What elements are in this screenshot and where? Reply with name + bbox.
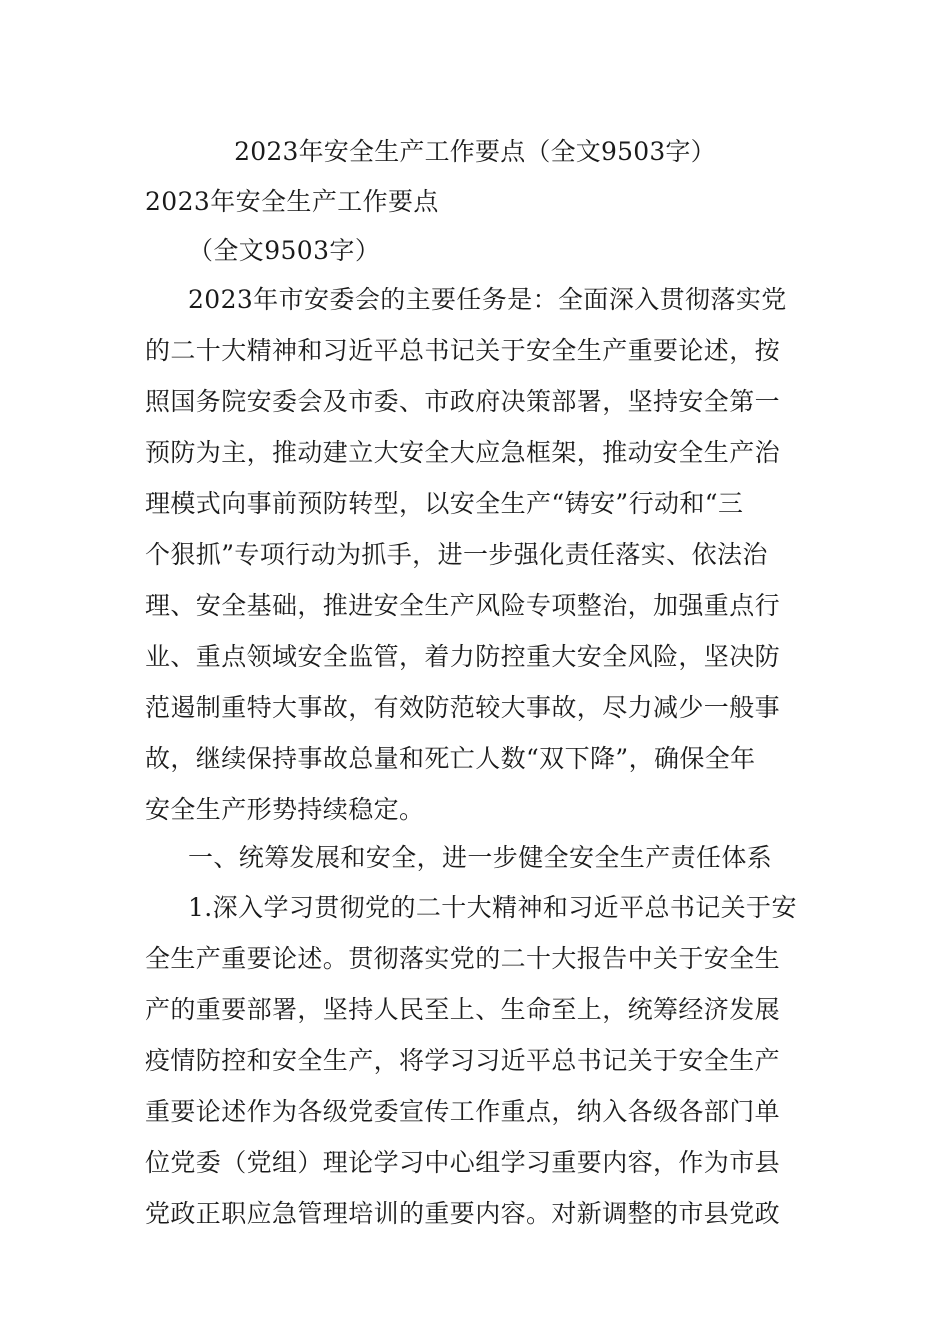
word-count-note: （全文9503字）: [188, 236, 381, 265]
paragraph-line: 重要论述作为各级党委宣传工作重点，纳入各级各部门单: [145, 1097, 781, 1126]
paragraph-line: 范遏制重特大事故，有效防范较大事故，尽力减少一般事: [145, 693, 781, 722]
paragraph-line: 照国务院安委会及市委、市政府决策部署，坚持安全第一: [145, 387, 781, 416]
paragraph-line: 1.深入学习贯彻党的二十大精神和习近平总书记关于安: [188, 893, 797, 922]
paragraph-line: 个狠抓”专项行动为抓手，进一步强化责任落实、依法治: [145, 540, 768, 569]
paragraph-line: 全生产重要论述。贯彻落实党的二十大报告中关于安全生: [145, 944, 781, 973]
paragraph-line: 业、重点领域安全监管，着力防控重大安全风险，坚决防: [145, 642, 781, 671]
paragraph-line: 党政正职应急管理培训的重要内容。对新调整的市县党政: [145, 1199, 781, 1228]
document-sub-title: 2023年安全生产工作要点: [145, 187, 439, 216]
paragraph-line: 理、安全基础，推进安全生产风险专项整治，加强重点行: [145, 591, 781, 620]
paragraph-line: 产的重要部署，坚持人民至上、生命至上，统筹经济发展: [145, 995, 781, 1024]
paragraph-line: 安全生产形势持续稳定。: [145, 795, 425, 824]
document-main-title: 2023年安全生产工作要点（全文9503字）: [234, 137, 716, 166]
paragraph-line: 2023年市安委会的主要任务是：全面深入贯彻落实党: [188, 285, 787, 314]
paragraph-line: 理模式向事前预防转型，以安全生产“铸安”行动和“三: [145, 489, 744, 518]
paragraph-line: 疫情防控和安全生产，将学习习近平总书记关于安全生产: [145, 1046, 781, 1075]
section-heading: 一、统筹发展和安全，进一步健全安全生产责任体系: [188, 843, 773, 872]
paragraph-line: 位党委（党组）理论学习中心组学习重要内容，作为市县: [145, 1148, 781, 1177]
paragraph-line: 的二十大精神和习近平总书记关于安全生产重要论述，按: [145, 336, 781, 365]
paragraph-line: 预防为主，推动建立大安全大应急框架，推动安全生产治: [145, 438, 781, 467]
paragraph-line: 故，继续保持事故总量和死亡人数“双下降”，确保全年: [145, 744, 756, 773]
